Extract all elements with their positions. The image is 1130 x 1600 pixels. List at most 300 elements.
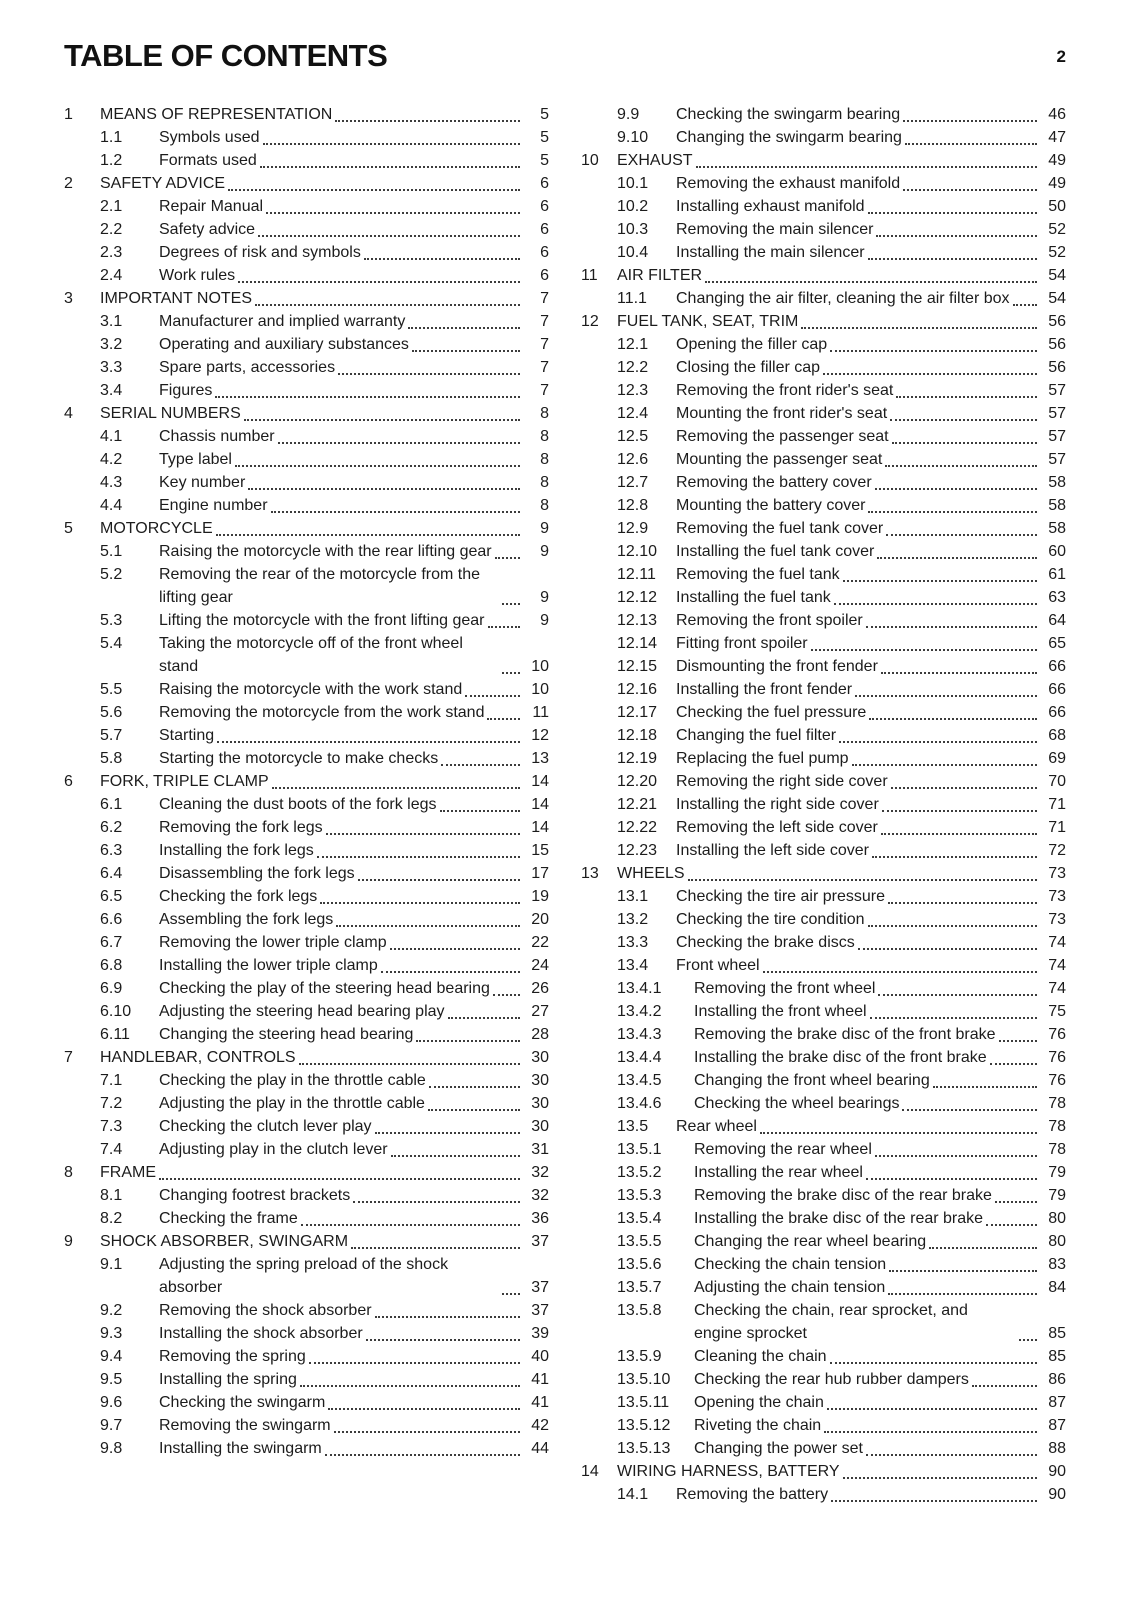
toc-entry-number: 8.2 bbox=[100, 1209, 123, 1227]
toc-entry-body bbox=[676, 747, 1066, 770]
dot-leader bbox=[903, 189, 1037, 191]
toc-entry-body bbox=[676, 425, 1066, 448]
dot-leader bbox=[878, 994, 1037, 996]
dot-leader bbox=[429, 1086, 520, 1088]
toc-entry bbox=[581, 563, 1066, 586]
toc-entry-number: 7.4 bbox=[100, 1140, 123, 1158]
toc-entry-page: 7 bbox=[540, 312, 549, 330]
toc-entry-page: 85 bbox=[1048, 1324, 1066, 1342]
toc-entry-number: 6.5 bbox=[100, 887, 123, 905]
toc-entry-number: 13.4.2 bbox=[617, 1002, 662, 1020]
toc-entry-number: 12.1 bbox=[617, 335, 649, 353]
toc-entry-body bbox=[159, 839, 549, 862]
toc-entry-title: Engine number bbox=[159, 496, 268, 514]
toc-entry-number: 13.5.11 bbox=[617, 1393, 670, 1411]
toc-entry-body bbox=[617, 862, 1066, 885]
dot-leader bbox=[364, 258, 520, 260]
toc-entry-page: 32 bbox=[531, 1186, 549, 1204]
toc-entry-page: 76 bbox=[1048, 1071, 1066, 1089]
toc-entry-number: 5.3 bbox=[100, 611, 123, 629]
toc-entry bbox=[64, 839, 549, 862]
toc-entry-title: Changing the air filter, cleaning the air filter box bbox=[676, 289, 1010, 307]
toc-entry-page: 56 bbox=[1048, 335, 1066, 353]
toc-entry-title: Checking the tire condition bbox=[676, 910, 865, 928]
toc-entry-title: EXHAUST bbox=[617, 151, 693, 169]
dot-leader bbox=[272, 787, 520, 789]
dot-leader bbox=[881, 833, 1037, 835]
dot-leader bbox=[868, 925, 1037, 927]
toc-entry-title: Installing the right side cover bbox=[676, 795, 879, 813]
toc-entry-body bbox=[159, 379, 549, 402]
toc-entry-body bbox=[694, 1230, 1066, 1253]
toc-entry-body bbox=[100, 1161, 549, 1184]
dot-leader bbox=[705, 281, 1037, 283]
toc-entry bbox=[581, 1046, 1066, 1069]
toc-entry-body bbox=[159, 264, 549, 287]
toc-entry-number: 5.7 bbox=[100, 726, 123, 744]
toc-entry bbox=[64, 1299, 549, 1322]
toc-entry-title: Removing the motorcycle from the work stand bbox=[159, 703, 485, 721]
page-title: TABLE OF CONTENTS bbox=[64, 38, 388, 73]
toc-entry bbox=[64, 218, 549, 241]
dot-leader bbox=[502, 603, 520, 605]
dot-leader bbox=[891, 787, 1037, 789]
toc-entry-title: Changing the fuel filter bbox=[676, 726, 837, 744]
toc-entry-page: 22 bbox=[531, 933, 549, 951]
dot-leader bbox=[301, 1224, 520, 1226]
toc-entry-title: Changing the steering head bearing bbox=[159, 1025, 414, 1043]
toc-entry bbox=[581, 793, 1066, 816]
dot-leader bbox=[487, 718, 520, 720]
toc-entry-page: 75 bbox=[1048, 1002, 1066, 1020]
toc-entry bbox=[581, 333, 1066, 356]
dot-leader bbox=[258, 235, 520, 237]
toc-entry-body bbox=[159, 1322, 549, 1345]
toc-entry-page: 57 bbox=[1048, 450, 1066, 468]
toc-entry-title: Figures bbox=[159, 381, 213, 399]
toc-entry-title: Starting the motorcycle to make checks bbox=[159, 749, 439, 767]
toc-entry bbox=[581, 655, 1066, 678]
toc-entry-number: 4.3 bbox=[100, 473, 123, 491]
toc-entry-body bbox=[159, 908, 549, 931]
dot-leader bbox=[408, 327, 520, 329]
toc-entry-body bbox=[676, 287, 1066, 310]
toc-entry-title: Checking the play of the steering head bearing bbox=[159, 979, 490, 997]
toc-entry-number: 10.4 bbox=[617, 243, 649, 261]
toc-entry-number: 5.4 bbox=[100, 634, 123, 652]
toc-entry bbox=[64, 977, 549, 1000]
toc-entry-title: Cleaning the dust boots of the fork legs bbox=[159, 795, 437, 813]
toc-entry-body bbox=[676, 356, 1066, 379]
toc-entry-page: 44 bbox=[531, 1439, 549, 1457]
toc-entry bbox=[581, 1299, 1066, 1345]
toc-entry-number: 3.4 bbox=[100, 381, 123, 399]
toc-entry-page: 9 bbox=[540, 588, 549, 606]
toc-entry-body bbox=[694, 1000, 1066, 1023]
toc-entry bbox=[581, 1161, 1066, 1184]
toc-entry-title: Disassembling the fork legs bbox=[159, 864, 355, 882]
toc-entry-body bbox=[617, 264, 1066, 287]
toc-entry-number: 6.7 bbox=[100, 933, 123, 951]
toc-entry-number: 14 bbox=[581, 1462, 599, 1480]
toc-entry-number: 9.10 bbox=[617, 128, 649, 146]
toc-entry-page: 6 bbox=[540, 243, 549, 261]
toc-entry-page: 9 bbox=[540, 542, 549, 560]
toc-entry-number: 13.5.7 bbox=[617, 1278, 662, 1296]
toc-entry bbox=[64, 701, 549, 724]
toc-entry-body bbox=[159, 1069, 549, 1092]
toc-entry-number: 12.16 bbox=[617, 680, 658, 698]
toc-entry-page: 14 bbox=[531, 795, 549, 813]
toc-entry bbox=[581, 494, 1066, 517]
toc-entry bbox=[581, 517, 1066, 540]
dot-leader bbox=[852, 764, 1037, 766]
toc-entry-body bbox=[676, 402, 1066, 425]
dot-leader bbox=[375, 1132, 520, 1134]
toc-entry-title: Removing the rear wheel bbox=[694, 1140, 872, 1158]
dot-leader bbox=[855, 695, 1037, 697]
dot-leader bbox=[933, 1086, 1037, 1088]
toc-entry-title: Changing the power set bbox=[694, 1439, 863, 1457]
toc-entry-number: 13.4.1 bbox=[617, 979, 662, 997]
toc-entry bbox=[581, 172, 1066, 195]
toc-entry-title: Installing the lower triple clamp bbox=[159, 956, 378, 974]
toc-entry-title: Mounting the front rider's seat bbox=[676, 404, 888, 422]
toc-entry-number: 6.8 bbox=[100, 956, 123, 974]
toc-entry-number: 12.3 bbox=[617, 381, 649, 399]
toc-entry-body bbox=[159, 931, 549, 954]
toc-entry-number: 13.5.12 bbox=[617, 1416, 671, 1434]
toc-entry-title: Checking the fuel pressure bbox=[676, 703, 867, 721]
toc-entry-title: Changing the swingarm bearing bbox=[676, 128, 902, 146]
toc-entry-page: 72 bbox=[1048, 841, 1066, 859]
toc-entry-page: 63 bbox=[1048, 588, 1066, 606]
toc-entry-body bbox=[159, 241, 549, 264]
toc-entry bbox=[581, 1253, 1066, 1276]
toc-entry bbox=[581, 931, 1066, 954]
toc-entry-title: Opening the filler cap bbox=[676, 335, 828, 353]
toc-entry bbox=[64, 425, 549, 448]
toc-entry-number: 10.3 bbox=[617, 220, 649, 238]
toc-entry-title: Removing the right side cover bbox=[676, 772, 888, 790]
toc-entry-body bbox=[694, 1276, 1066, 1299]
dot-leader bbox=[839, 741, 1037, 743]
toc-entry-title: Installing the brake disc of the rear brake bbox=[694, 1209, 984, 1227]
toc-entry-page: 80 bbox=[1048, 1232, 1066, 1250]
toc-entry-title: MEANS OF REPRESENTATION bbox=[100, 105, 333, 123]
toc-entry-number: 13.5.13 bbox=[617, 1439, 671, 1457]
toc-entry-page: 49 bbox=[1048, 151, 1066, 169]
toc-entry-number: 10.2 bbox=[617, 197, 649, 215]
toc-entry-body bbox=[159, 471, 549, 494]
toc-entry-page: 49 bbox=[1048, 174, 1066, 192]
toc-entry-page: 7 bbox=[540, 289, 549, 307]
toc-entry-title: Raising the motorcycle with the rear lifting gear bbox=[159, 542, 492, 560]
toc-entry bbox=[581, 1115, 1066, 1138]
toc-entry-body bbox=[676, 126, 1066, 149]
toc-entry-title: Removing the battery cover bbox=[676, 473, 872, 491]
dot-leader bbox=[238, 281, 520, 283]
toc-entry-number: 9.6 bbox=[100, 1393, 123, 1411]
toc-entry bbox=[64, 931, 549, 954]
dot-leader bbox=[903, 120, 1037, 122]
page-header bbox=[64, 40, 1066, 73]
toc-entry-body bbox=[159, 425, 549, 448]
toc-entry-page: 66 bbox=[1048, 657, 1066, 675]
toc-entry-title: Work rules bbox=[159, 266, 236, 284]
toc-entry-number: 10 bbox=[581, 151, 599, 169]
toc-entry-page: 76 bbox=[1048, 1025, 1066, 1043]
toc-right-column bbox=[581, 103, 1066, 1506]
toc-entry bbox=[581, 885, 1066, 908]
toc-entry-number: 6.10 bbox=[100, 1002, 132, 1020]
toc-entry-body bbox=[159, 540, 549, 563]
toc-entry-number: 12.17 bbox=[617, 703, 658, 721]
toc-entry-title: Checking the wheel bearings bbox=[694, 1094, 900, 1112]
toc-entry-body bbox=[100, 287, 549, 310]
toc-entry bbox=[64, 609, 549, 632]
toc-entry-body bbox=[676, 218, 1066, 241]
toc-entry bbox=[64, 1115, 549, 1138]
toc-entry-title: Removing the front wheel bbox=[694, 979, 876, 997]
toc-entry-page: 10 bbox=[531, 657, 549, 675]
dot-leader bbox=[866, 1178, 1037, 1180]
toc-entry-page: 73 bbox=[1048, 887, 1066, 905]
toc-entry-page: 39 bbox=[531, 1324, 549, 1342]
toc-entry-title: Opening the chain bbox=[694, 1393, 824, 1411]
dot-leader bbox=[823, 373, 1037, 375]
toc-entry-number: 6.2 bbox=[100, 818, 123, 836]
toc-entry bbox=[581, 1345, 1066, 1368]
toc-entry bbox=[581, 1391, 1066, 1414]
dot-leader bbox=[972, 1385, 1037, 1387]
toc-entry-page: 8 bbox=[540, 496, 549, 514]
toc-entry bbox=[64, 1345, 549, 1368]
toc-entry bbox=[581, 954, 1066, 977]
dot-leader bbox=[881, 672, 1037, 674]
dot-leader bbox=[872, 856, 1037, 858]
toc-entry-body bbox=[676, 379, 1066, 402]
toc-entry-title: IMPORTANT NOTES bbox=[100, 289, 253, 307]
toc-entry-page: 6 bbox=[540, 197, 549, 215]
toc-entry-page: 83 bbox=[1048, 1255, 1066, 1273]
toc-entry bbox=[581, 977, 1066, 1000]
dot-leader bbox=[338, 373, 520, 375]
toc-entry bbox=[64, 1161, 549, 1184]
toc-entry-body bbox=[694, 1253, 1066, 1276]
toc-entry-number: 12.13 bbox=[617, 611, 658, 629]
toc-entry-number: 13.4 bbox=[617, 956, 649, 974]
toc-entry bbox=[581, 379, 1066, 402]
dot-leader bbox=[381, 971, 520, 973]
dot-leader bbox=[336, 925, 520, 927]
dot-leader bbox=[260, 166, 520, 168]
toc-entry-title: Mounting the passenger seat bbox=[676, 450, 883, 468]
toc-entry-body bbox=[159, 1345, 549, 1368]
dot-leader bbox=[448, 1017, 520, 1019]
toc-entry-body bbox=[676, 816, 1066, 839]
toc-entry-page: 9 bbox=[540, 611, 549, 629]
toc-entry bbox=[64, 885, 549, 908]
dot-leader bbox=[760, 1132, 1037, 1134]
toc-entry-title: Installing exhaust manifold bbox=[676, 197, 865, 215]
toc-entry-number: 13.5.6 bbox=[617, 1255, 662, 1273]
toc-entry bbox=[64, 448, 549, 471]
toc-entry-body bbox=[100, 770, 549, 793]
toc-entry-title: Taking the motorcycle off of the front wheel stand bbox=[159, 634, 463, 675]
toc-entry-body bbox=[159, 1391, 549, 1414]
toc-entry-body bbox=[159, 678, 549, 701]
toc-entry-body bbox=[676, 632, 1066, 655]
toc-entry-title: Checking the brake discs bbox=[676, 933, 855, 951]
toc-entry bbox=[581, 1276, 1066, 1299]
toc-entry-number: 9.4 bbox=[100, 1347, 123, 1365]
toc-entry bbox=[581, 241, 1066, 264]
toc-entry-body bbox=[676, 908, 1066, 931]
toc-entry bbox=[64, 126, 549, 149]
toc-entry-page: 41 bbox=[531, 1370, 549, 1388]
toc-entry-body bbox=[159, 1368, 549, 1391]
toc-entry-page: 19 bbox=[531, 887, 549, 905]
toc-entry-title: Installing the main silencer bbox=[676, 243, 865, 261]
toc-entry-page: 57 bbox=[1048, 381, 1066, 399]
toc-entry-number: 1.1 bbox=[100, 128, 123, 146]
toc-entry-title: Installing the rear wheel bbox=[694, 1163, 863, 1181]
toc-entry-number: 6.6 bbox=[100, 910, 123, 928]
toc-entry-page: 31 bbox=[531, 1140, 549, 1158]
toc-entry-number: 13.5.8 bbox=[617, 1301, 662, 1319]
dot-leader bbox=[391, 1155, 520, 1157]
toc-entry-number: 6 bbox=[64, 772, 73, 790]
dot-leader bbox=[688, 879, 1037, 881]
dot-leader bbox=[870, 1017, 1037, 1019]
dot-leader bbox=[876, 235, 1037, 237]
toc-entry-body bbox=[159, 977, 549, 1000]
toc-entry-body bbox=[159, 1207, 549, 1230]
toc-entry-body bbox=[159, 310, 549, 333]
toc-entry-number: 13.5.3 bbox=[617, 1186, 662, 1204]
toc-entry-number: 12.23 bbox=[617, 841, 658, 859]
toc-entry-number: 2.1 bbox=[100, 197, 123, 215]
toc-entry-page: 9 bbox=[540, 519, 549, 537]
toc-entry-body bbox=[676, 494, 1066, 517]
toc-entry-page: 54 bbox=[1048, 289, 1066, 307]
toc-entry-body bbox=[159, 1092, 549, 1115]
toc-entry-number: 13.5.5 bbox=[617, 1232, 662, 1250]
toc-entry-number: 5.1 bbox=[100, 542, 123, 560]
toc-entry-body bbox=[694, 1207, 1066, 1230]
dot-leader bbox=[905, 143, 1037, 145]
toc-entry-body bbox=[100, 402, 549, 425]
dot-leader bbox=[995, 1201, 1037, 1203]
toc-entry-body bbox=[676, 172, 1066, 195]
toc-entry-number: 12.4 bbox=[617, 404, 649, 422]
dot-leader bbox=[159, 1178, 520, 1180]
toc-entry-page: 12 bbox=[531, 726, 549, 744]
toc-entry-body bbox=[159, 1138, 549, 1161]
toc-entry-body bbox=[159, 333, 549, 356]
toc-entry-title: FRAME bbox=[100, 1163, 156, 1181]
toc-entry-body bbox=[159, 609, 549, 632]
toc-entry-page: 71 bbox=[1048, 818, 1066, 836]
toc-entry-title: Degrees of risk and symbols bbox=[159, 243, 361, 261]
toc-entry-body bbox=[159, 1299, 549, 1322]
dot-leader bbox=[366, 1339, 520, 1341]
toc-entry bbox=[581, 103, 1066, 126]
toc-entry bbox=[64, 1138, 549, 1161]
toc-entry-title: Safety advice bbox=[159, 220, 256, 238]
toc-entry-page: 73 bbox=[1048, 864, 1066, 882]
toc-entry bbox=[64, 310, 549, 333]
dot-leader bbox=[986, 1224, 1037, 1226]
dot-leader bbox=[441, 764, 520, 766]
toc-entry-page: 79 bbox=[1048, 1163, 1066, 1181]
toc-entry-title: Symbols used bbox=[159, 128, 260, 146]
toc-entry-number: 13.4.4 bbox=[617, 1048, 662, 1066]
toc-entry-body bbox=[676, 586, 1066, 609]
toc-entry bbox=[581, 195, 1066, 218]
toc-entry-body bbox=[676, 195, 1066, 218]
dot-leader bbox=[830, 1362, 1037, 1364]
dot-leader bbox=[858, 948, 1037, 950]
toc-entry-title: Checking the clutch lever play bbox=[159, 1117, 372, 1135]
dot-leader bbox=[827, 1408, 1037, 1410]
toc-entry-title: Installing the swingarm bbox=[159, 1439, 322, 1457]
dot-leader bbox=[868, 258, 1037, 260]
toc-entry-number: 11 bbox=[581, 266, 598, 284]
toc-entry bbox=[581, 1207, 1066, 1230]
toc-entry-body bbox=[159, 1184, 549, 1207]
toc-entry-page: 54 bbox=[1048, 266, 1066, 284]
toc-entry-title: FUEL TANK, SEAT, TRIM bbox=[617, 312, 799, 330]
dot-leader bbox=[888, 1293, 1037, 1295]
toc-entry-title: Checking the tire air pressure bbox=[676, 887, 885, 905]
toc-entry-page: 32 bbox=[531, 1163, 549, 1181]
toc-entry-page: 73 bbox=[1048, 910, 1066, 928]
dot-leader bbox=[326, 833, 520, 835]
toc-entry-title: Cleaning the chain bbox=[694, 1347, 827, 1365]
dot-leader bbox=[824, 1431, 1037, 1433]
toc-entry-body bbox=[159, 701, 549, 724]
toc-entry-body bbox=[694, 1069, 1066, 1092]
toc-entry-number: 6.3 bbox=[100, 841, 123, 859]
toc-entry-page: 37 bbox=[531, 1232, 549, 1250]
dot-leader bbox=[889, 1270, 1037, 1272]
toc-entry-number: 12.14 bbox=[617, 634, 658, 652]
toc-entry-title: Installing the left side cover bbox=[676, 841, 869, 859]
toc-entry-body bbox=[676, 448, 1066, 471]
dot-leader bbox=[263, 143, 521, 145]
toc-entry-page: 58 bbox=[1048, 496, 1066, 514]
toc-entry-body bbox=[694, 1092, 1066, 1115]
toc-entry-title: Removing the fork legs bbox=[159, 818, 323, 836]
toc-entry-body bbox=[676, 770, 1066, 793]
toc-entry bbox=[64, 1000, 549, 1023]
toc-entry-body bbox=[159, 816, 549, 839]
dot-leader bbox=[488, 626, 521, 628]
dot-leader bbox=[869, 718, 1037, 720]
toc-entry-page: 57 bbox=[1048, 427, 1066, 445]
toc-entry bbox=[581, 1437, 1066, 1460]
dot-leader bbox=[866, 1454, 1037, 1456]
toc-entry-body bbox=[159, 862, 549, 885]
toc-entry bbox=[581, 356, 1066, 379]
toc-entry-page: 14 bbox=[531, 818, 549, 836]
toc-entry-body bbox=[676, 241, 1066, 264]
toc-entry-body bbox=[694, 977, 1066, 1000]
toc-entry-title: Checking the swingarm bbox=[159, 1393, 326, 1411]
toc-entry-page: 87 bbox=[1048, 1393, 1066, 1411]
